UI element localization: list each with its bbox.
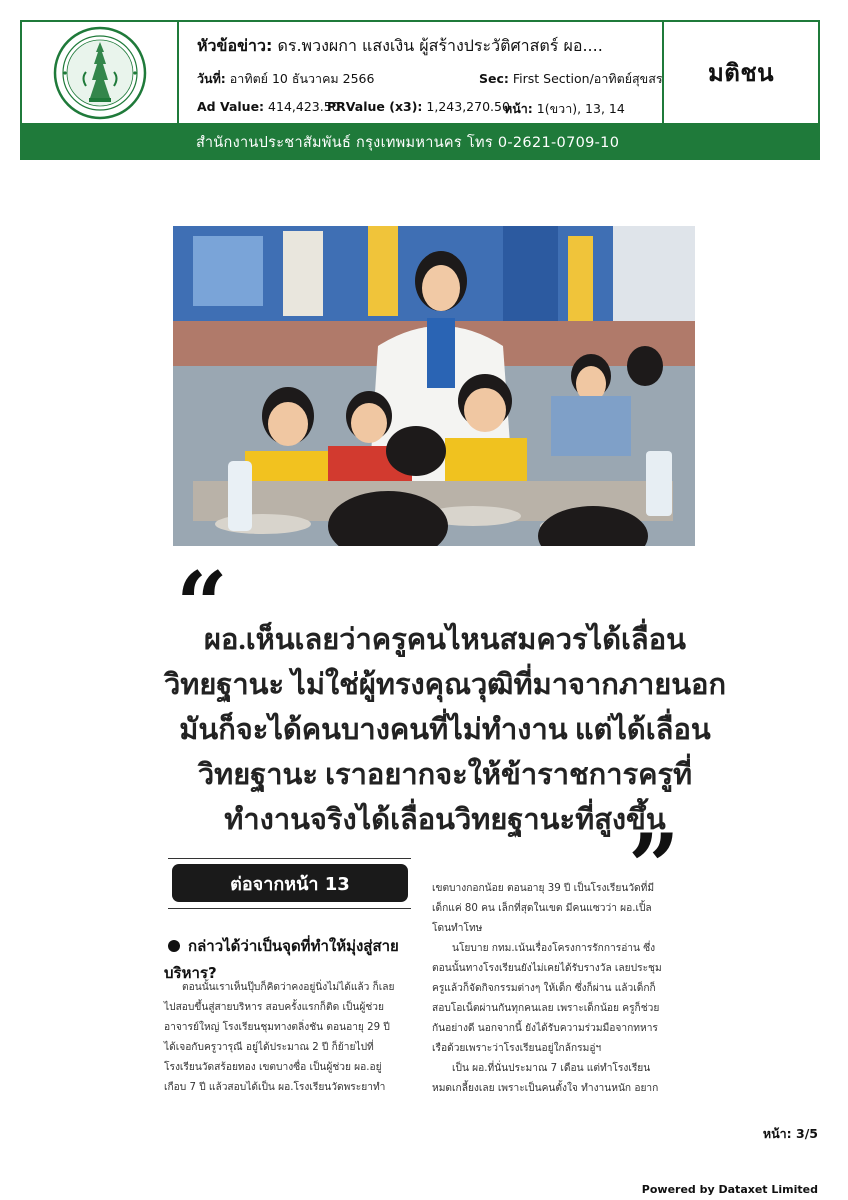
quote-line: วิทยฐานะ ไม่ใช่ผู้ทรงคุณวุฒิที่มาจากภายนอก [163, 669, 727, 701]
section-label: Sec: [479, 71, 509, 86]
ad-value-row [197, 99, 340, 114]
quote-line: ผอ.เห็นเลยว่าครูคนไหนสมควรได้เลื่อน [204, 624, 686, 656]
publication-cell [664, 22, 818, 123]
article-line: ครูแล้วก็จัดกิจกรรมต่างๆ ให้เด็ก ซึ่งก็ผ่าน แล้วเด็กก็ [432, 983, 656, 994]
date-row [197, 69, 374, 89]
article-line: โรงเรียนวัดสร้อยทอง เขตบางซื่อ เป็นผู้ช่วย ผอ.อยู่ [164, 1062, 382, 1073]
pr-value-label: PRValue (x3): [327, 99, 423, 114]
article-line: เกือบ 7 ปี แล้วสอบได้เป็น ผอ.โรงเรียนวัดพระยาทำ [164, 1082, 386, 1093]
page-row [504, 99, 625, 119]
logo-cell [22, 22, 179, 123]
interview-question-line: กล่าวได้ว่าเป็นจุดที่ทำให้มุ่งสู่สาย [188, 937, 399, 955]
publication-name: มติชน [707, 60, 775, 87]
date-value: อาทิตย์ 10 ธันวาคม 2566 [229, 71, 375, 86]
article-line: เด็กแค่ 80 คน เล็กที่สุดในเขต มีคนแซวว่า ผอ.เปิ้ล [432, 903, 652, 914]
headline-row [197, 34, 603, 59]
article-line: นโยบาย กทม.เน้นเรื่องโครงการรักการอ่าน ซึ่ง [452, 943, 656, 954]
bma-seal-icon [53, 26, 147, 120]
page-indicator [763, 1124, 818, 1144]
article-line: ได้เจอกับครูวารุณี อยู่ได้ประมาณ 2 ปี ก็ย้ายไปที่ [164, 1042, 374, 1053]
quote-line: มันก็จะได้คนบางคนที่ไม่ทำงาน แต่ได้เลื่อน [179, 714, 711, 746]
section-row [479, 69, 664, 89]
page-label: หน้า: [504, 101, 533, 116]
article-line: เขตบางกอกน้อย ตอนอายุ 39 ปี เป็นโรงเรียนวัดที่มี [432, 883, 655, 894]
article-line: หมดเกลี้ยงเลย เพราะเป็นคนตั้งใจ ทำงานหนัก อยาก [432, 1083, 659, 1094]
quote-open-mark: “ [176, 552, 228, 658]
powered-by: Powered by Dataxet Limited [641, 1183, 818, 1196]
clipping-header [20, 20, 820, 125]
classroom-photo-illustration [173, 226, 695, 546]
continued-from-badge: ต่อจากหน้า 13 [172, 864, 408, 902]
page-indicator-value: 3/5 [796, 1126, 818, 1141]
page-value: 1(ขวา), 13, 14 [536, 101, 625, 116]
article-line: กันอย่างดี นอกจากนี้ ยังได้รับความร่วมมือจากทหาร [432, 1023, 658, 1034]
pr-value: 1,243,270.50 [426, 99, 510, 114]
quote-close-mark: ” [628, 814, 680, 920]
continued-bottom-rule [168, 908, 411, 909]
headline-text: ดร.พวงผกา แสงเงิน ผู้สร้างประวัติศาสตร์ ผอ.... [277, 36, 603, 55]
interview-question-line: บริหาร? [164, 964, 217, 982]
article-line: ไปสอบขึ้นสู่สายบริหาร สอบครั้งแรกก็ติด เป็นผู้ช่วย [164, 1002, 384, 1013]
article-line: เป็น ผอ.ที่นั่นประมาณ 7 เดือน แต่ทำโรงเรียน [452, 1063, 651, 1074]
section-value: First Section/อาทิตย์สุขสร [512, 71, 663, 86]
headline-label: หัวข้อข่าว: [197, 36, 273, 55]
date-label: วันที่: [197, 71, 226, 86]
continued-top-rule [168, 858, 411, 859]
pr-office-banner: สำนักงานประชาสัมพันธ์ กรุงเทพมหานคร โทร 0-2621-0709-10 [20, 125, 820, 160]
article-line: เรือด้วยเพราะว่าโรงเรียนอยู่ใกล้กรมอู่ฯ [432, 1043, 602, 1054]
article-line: โดนทำโทษ [432, 923, 483, 934]
ad-value: 414,423.50 [268, 99, 340, 114]
heading-bullet-icon [168, 940, 180, 952]
article-line: สอบโอเน็ตผ่านกันทุกคนเลย เพราะเด็กน้อย ครูก็ช่วย [432, 1003, 660, 1014]
article-line: อาจารย์ใหญ่ โรงเรียนชุมทางตลิ่งชัน ตอนอายุ 29 ปี [164, 1022, 390, 1033]
article-photo [173, 226, 695, 546]
article-line: ตอนนั้นทางโรงเรียนยังไม่เคยได้รับรางวัล เลยประชุม [432, 963, 662, 974]
quote-line: วิทยฐานะ เราอยากจะให้ข้าราชการครูที่ [197, 759, 693, 791]
quote-line: ทำงานจริงได้เลื่อนวิทยฐานะที่สูงขึ้น [224, 804, 666, 836]
clipping-meta [179, 22, 664, 123]
page-indicator-label: หน้า: [762, 1126, 792, 1141]
pr-value-row [327, 99, 510, 114]
ad-value-label: Ad Value: [197, 99, 265, 114]
article-line: ตอนนั้นเราเห็นปุ๊บก็คิดว่าคงอยู่นิ่งไม่ได้แล้ว ก็เลย [182, 982, 395, 993]
